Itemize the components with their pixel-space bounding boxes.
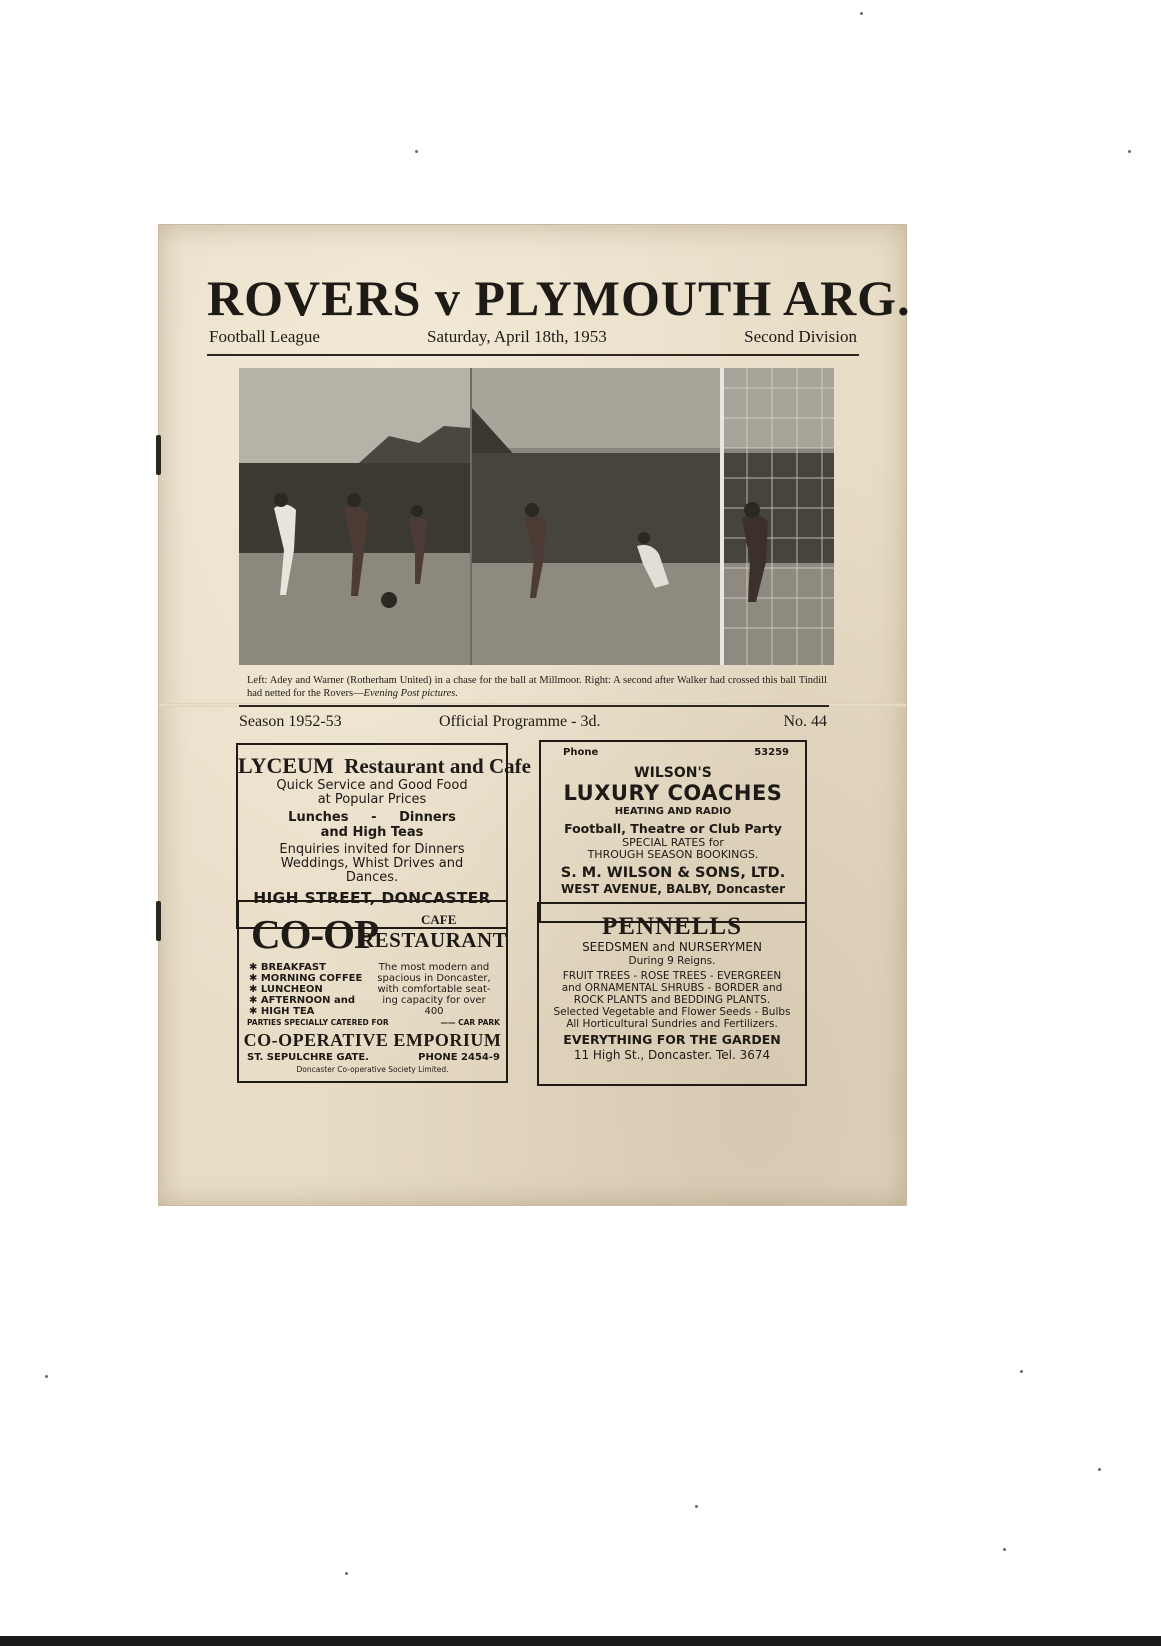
- wilson-company: S. M. WILSON & SONS, LTD.: [560, 865, 786, 881]
- wilson-phone-number: 53259: [754, 747, 789, 758]
- coop-meal-item: ✱ MORNING COFFEE: [249, 973, 363, 984]
- wilson-name: WILSON'S: [634, 765, 712, 781]
- pennells-line: All Horticultural Sundries and Fertilizers.: [566, 1018, 778, 1030]
- coop-parties: PARTIES SPECIALLY CATERED FOR: [247, 1018, 389, 1027]
- pennells-address: 11 High St., Doncaster. Tel. 3674: [573, 1048, 771, 1062]
- wilson-headline: LUXURY COACHES: [563, 781, 783, 805]
- photo-caption: [247, 674, 827, 700]
- wilson-sub: HEATING AND RADIO: [614, 806, 732, 817]
- pennells-sub: SEEDSMEN and NURSERYMEN: [582, 940, 762, 954]
- lyceum-line: at Popular Prices: [317, 792, 427, 807]
- scan-speck: [695, 1505, 698, 1508]
- pennells-tagline: EVERYTHING FOR THE GARDEN: [563, 1032, 781, 1047]
- staple: [156, 435, 161, 475]
- competition-label: Football League: [209, 327, 320, 346]
- coop-meal-item: ✱ LUNCHEON: [249, 984, 323, 995]
- scan-speck: [860, 12, 863, 15]
- staple: [156, 901, 161, 941]
- coop-desc-line: The most modern and: [378, 962, 490, 973]
- scan-speck: [1020, 1370, 1023, 1373]
- lyceum-line: Quick Service and Good Food: [276, 778, 468, 793]
- lyceum-address: HIGH STREET, DONCASTER: [253, 889, 491, 907]
- coop-street: ST. SEPULCHRE GATE.: [247, 1052, 369, 1063]
- lyceum-line: Dances.: [345, 870, 399, 885]
- scan-edge: [0, 1636, 1161, 1646]
- wilson-services: Football, Theatre or Club Party: [564, 821, 782, 836]
- scan-speck: [1098, 1468, 1101, 1471]
- coop-meal-item: ✱ BREAKFAST: [249, 962, 326, 973]
- coop-phone: PHONE 2454-9: [418, 1052, 500, 1063]
- scan-speck: [1003, 1548, 1006, 1551]
- coop-parties-row: [247, 1018, 500, 1030]
- photo-right: [472, 368, 834, 665]
- wilson-address: WEST AVENUE, BALBY, Doncaster: [560, 882, 786, 896]
- coop-desc-line: with comfortable seat-: [377, 984, 491, 995]
- coop-logo: CO-OP: [251, 911, 379, 957]
- coop-restaurant-ad: [237, 900, 508, 1083]
- match-meta: [209, 327, 857, 351]
- lyceum-line: Enquiries invited for Dinners: [279, 842, 465, 857]
- coop-restaurant-label: RESTAURANT: [359, 928, 508, 952]
- coop-society: Doncaster Co-operative Society Limited.: [296, 1065, 449, 1074]
- photo-left: [239, 368, 470, 665]
- programme-info: [239, 713, 827, 735]
- match-photos: [239, 368, 834, 665]
- coop-cafe-label: CAFE: [421, 912, 457, 927]
- header-rule: [207, 354, 859, 356]
- photo-credit: Evening Post pictures.: [363, 688, 459, 699]
- coop-desc-line: 400: [424, 1006, 444, 1017]
- wilson-rates: SPECIAL RATES for: [622, 836, 724, 849]
- match-headline: ROVERS v PLYMOUTH ARG.: [207, 270, 911, 326]
- pennells-ad: [537, 902, 807, 1086]
- coop-meal-item: ✱ HIGH TEA: [249, 1006, 315, 1017]
- coop-desc-line: spacious in Doncaster,: [377, 973, 491, 984]
- programme-cover: [158, 224, 911, 1206]
- lyceum-meals: and High Teas: [320, 825, 424, 840]
- caption-line-1: Left: Adey and Warner (Rotherham United) in a chase for the ball at Millmoor. Right: A second after: [247, 675, 675, 686]
- scan-speck: [45, 1375, 48, 1378]
- pennells-name: PENNELLS: [602, 913, 742, 940]
- division-label: Second Division: [744, 327, 857, 346]
- coop-emporium: CO-OPERATIVE EMPORIUM: [243, 1030, 502, 1050]
- lyceum-line: Weddings, Whist Drives and: [280, 856, 464, 871]
- pennells-line: Selected Vegetable and Flower Seeds - Bulbs: [553, 1006, 791, 1018]
- coop-car-park: —— CAR PARK: [440, 1018, 500, 1027]
- season-label: Season 1952-53: [239, 713, 342, 730]
- coop-address-row: [247, 1052, 500, 1066]
- match-date: Saturday, April 18th, 1953: [427, 327, 607, 346]
- pennells-line: FRUIT TREES - ROSE TREES - EVERGREEN: [562, 970, 782, 982]
- issue-number: No. 44: [783, 713, 827, 730]
- scan-speck: [415, 150, 418, 153]
- scan-speck: [345, 1572, 348, 1575]
- scan-speck: [1128, 150, 1131, 153]
- lyceum-meals: Lunches - Dinners: [288, 810, 456, 825]
- coop-description: [371, 962, 497, 1017]
- pennells-line: ROCK PLANTS and BEDDING PLANTS.: [573, 994, 771, 1006]
- pennells-reigns: During 9 Reigns.: [628, 955, 716, 967]
- coop-meal-list: [249, 962, 362, 1017]
- coop-desc-line: ing capacity for over: [382, 995, 486, 1006]
- programme-price: Official Programme - 3d.: [439, 713, 601, 730]
- coop-meal-item: ✱ AFTERNOON and: [249, 995, 356, 1006]
- wilson-phone-label: Phone: [563, 747, 599, 758]
- wilson-coaches-ad: [539, 740, 807, 923]
- caption-line-2: Walker had crossed this ball Tindill had netted for the Rovers—: [247, 675, 827, 699]
- pennells-line: and ORNAMENTAL SHRUBS - BORDER and: [561, 982, 783, 994]
- lyceum-title: LYCEUM Restaurant and Cafe: [238, 753, 531, 778]
- caption-rule: [239, 705, 829, 707]
- wilson-rates: THROUGH SEASON BOOKINGS.: [587, 848, 759, 861]
